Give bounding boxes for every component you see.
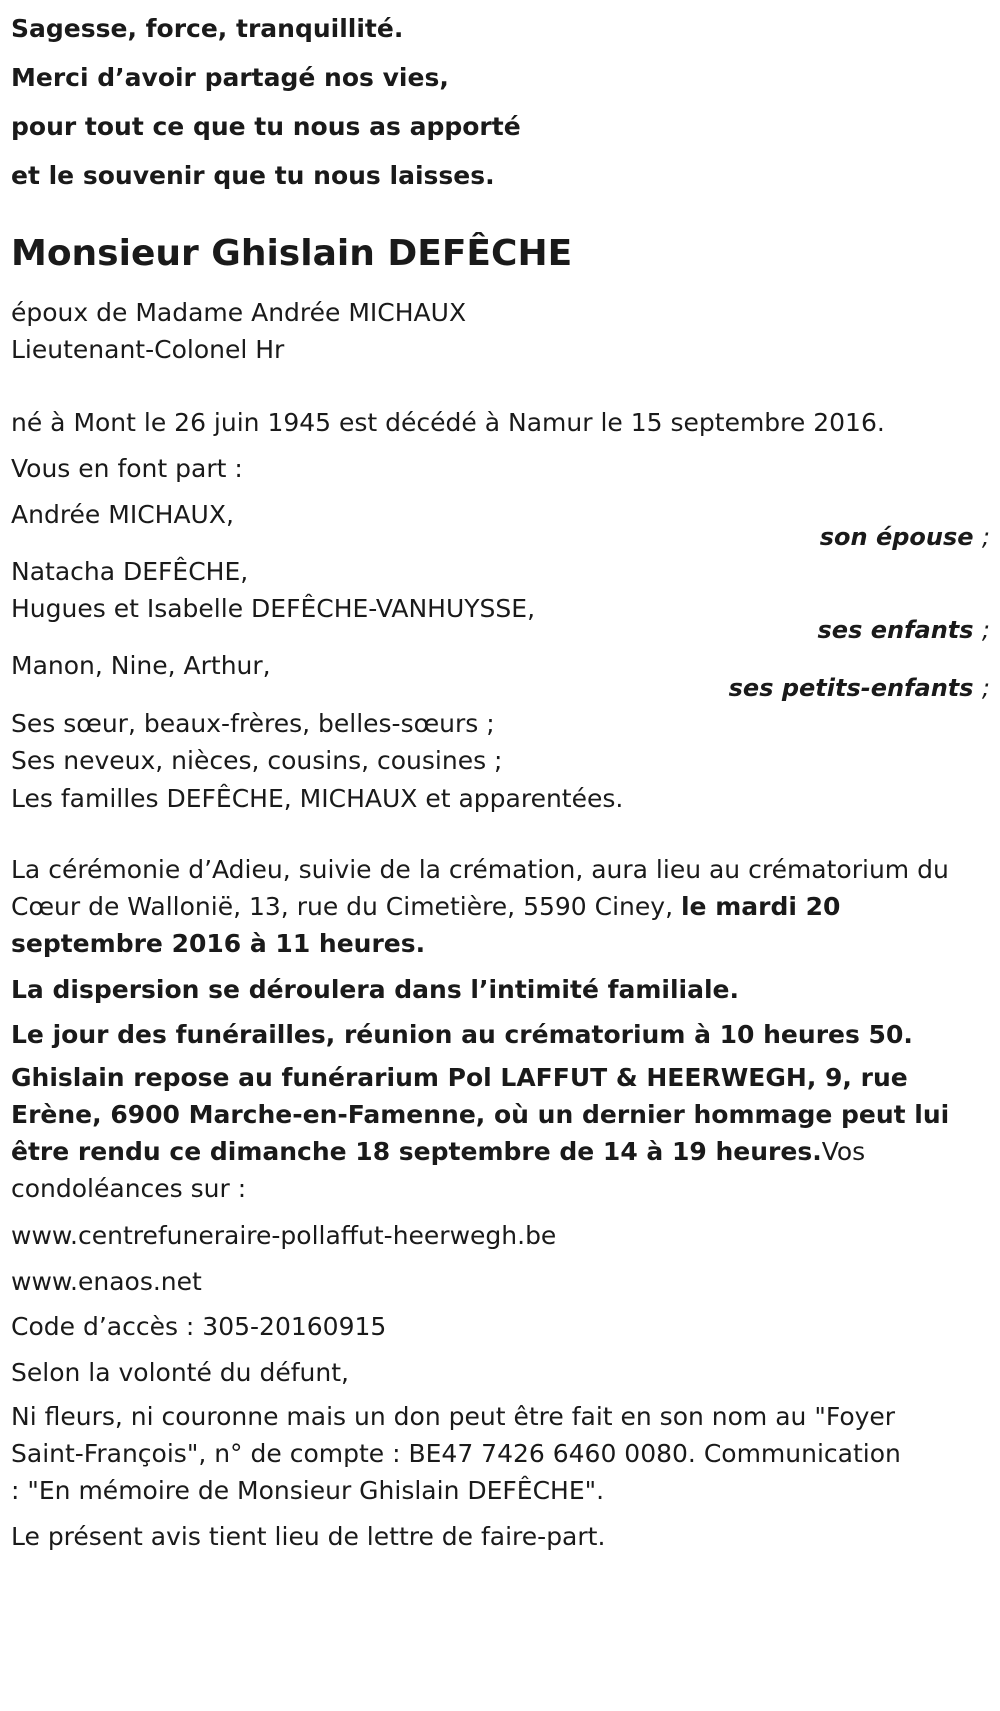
- access-code: Code d’accès : 305-20160915: [11, 1312, 387, 1341]
- closing-line: Le présent avis tient lieu de lettre de faire-part.: [11, 1522, 606, 1551]
- repose-paragraph: [11, 1059, 981, 1207]
- family-grandchildren: Manon, Nine, Arthur,: [11, 651, 271, 680]
- deceased-name: Monsieur Ghislain DEFÊCHE: [11, 233, 573, 274]
- label-semicolon: ;: [981, 674, 990, 702]
- birth-death-line: né à Mont le 26 juin 1945 est décédé à Namur le 15 septembre 2016.: [11, 408, 885, 437]
- ceremony-paragraph: [11, 851, 981, 962]
- dispersion-line: La dispersion se déroulera dans l’intimité familiale.: [11, 975, 740, 1004]
- children-label: [818, 612, 991, 648]
- rank-line: Lieutenant-Colonel Hr: [11, 335, 285, 364]
- website-link-1[interactable]: www.centrefuneraire-pollaffut-heerwegh.be: [11, 1221, 557, 1250]
- announce-line: Vous en font part :: [11, 454, 243, 483]
- ceremony-text: La cérémonie d’Adieu, suivie de la crémation, aura lieu au crématorium du Cœur de Wallonië, 13, rue du Cimetière, 5590 Ciney,: [11, 855, 949, 921]
- family-other-2: Ses neveux, nièces, cousins, cousines ;: [11, 746, 503, 775]
- label-semicolon: ;: [981, 523, 990, 551]
- ceremony-date: le mardi 20 septembre 2016 à 11 heures.: [11, 892, 841, 958]
- website-link-2[interactable]: www.enaos.net: [11, 1267, 202, 1296]
- donation-paragraph: Ni fleurs, ni couronne mais un don peut être fait en son nom au "Foyer Saint-François", n° de compte : BE47 7426 6460 0080. Communication : "En mémoire de Monsieur Ghislain DEFÊCHE".: [11, 1402, 901, 1505]
- family-spouse-name: Andrée MICHAUX,: [11, 500, 234, 529]
- opening-poem: [11, 4, 521, 200]
- spouse-label-text: son épouse: [819, 523, 974, 551]
- poem-line: pour tout ce que tu nous as apporté: [11, 112, 521, 141]
- family-other-3: Les familles DEFÊCHE, MICHAUX et apparentées.: [11, 784, 624, 813]
- grandchildren-label-text: ses petits-enfants: [728, 674, 974, 702]
- children-label-text: ses enfants: [817, 616, 974, 644]
- poem-line: Merci d’avoir partagé nos vies,: [11, 63, 449, 92]
- reunion-line: Le jour des funérailles, réunion au crématorium à 10 heures 50.: [11, 1020, 913, 1049]
- condolences-text: Vos condoléances sur :: [11, 1137, 866, 1203]
- family-child-1: Natacha DEFÊCHE,: [11, 557, 249, 586]
- family-child-2: Hugues et Isabelle DEFÊCHE-VANHUYSSE,: [11, 594, 536, 623]
- wish-line: Selon la volonté du défunt,: [11, 1358, 349, 1387]
- grandchildren-label: [729, 670, 990, 706]
- repose-text: Ghislain repose au funérarium Pol LAFFUT & HEERWEGH, 9, rue Erène, 6900 Marche-en-Famenne, où un dernier hommage peut lui être rendu ce dimanche 18 septembre de 14 à 19 heures.: [11, 1063, 950, 1166]
- poem-line: Sagesse, force, tranquillité.: [11, 14, 404, 43]
- family-other-1: Ses sœur, beaux-frères, belles-sœurs ;: [11, 709, 495, 738]
- label-semicolon: ;: [981, 616, 990, 644]
- spouse-line: époux de Madame Andrée MICHAUX: [11, 298, 467, 327]
- spouse-label: [820, 519, 990, 555]
- poem-line: et le souvenir que tu nous laisses.: [11, 161, 495, 190]
